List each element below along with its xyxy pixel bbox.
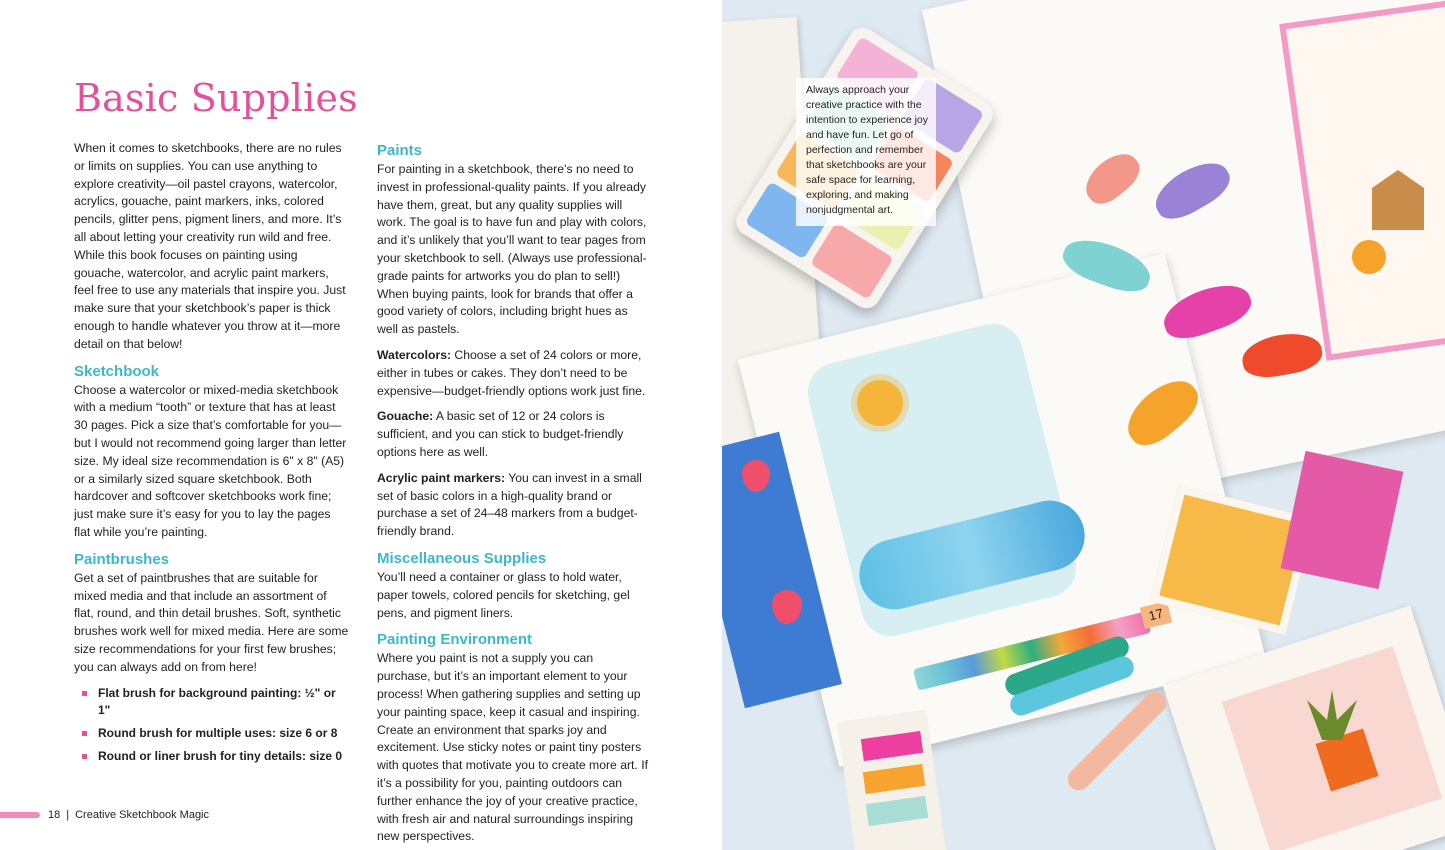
brush-list (74, 685, 349, 766)
environment-paragraph: Where you paint is not a supply you can purchase, but it’s an important element to your process! When gathering supplies and setting up your painting space, keep it casual and inspiring. Create an environment that sparks joy and excitement. Use sticky notes or paint tiny posters with quotes that motivate you to create more art. If it’s a possibility for you, painting outdoors can further enhance the joy of your creative practice, with fresh air and natural surroundings inspiring new perspectives. (377, 651, 648, 844)
misc-paragraph: You’ll need a container or glass to hold water, paper towels, colored pencils for sketching, gel pens, and pigment liners. (377, 569, 630, 620)
heading-misc-supplies: Miscellaneous Supplies (377, 549, 547, 567)
page-footer (0, 808, 209, 822)
heading-painting-environment: Painting Environment (377, 631, 533, 649)
paints-item-watercolors: Watercolors: Choose a set of 24 colors or more, either in tubes or cakes. They don’t need to be expensive—budget-friendly options work just fine. (377, 347, 646, 398)
magenta-card (1281, 451, 1404, 589)
page-number: 18 (48, 809, 61, 821)
footer-accent-bar (0, 812, 40, 818)
page-number-sticker: 17 (1140, 601, 1172, 629)
bullet-square-icon (82, 754, 87, 759)
intro-paragraph: When it comes to sketchbooks, there are no rules or limits on supplies. You can use anything to explore creativity—oil pastel crayons, watercolor, acrylics, gouache, paint markers, inks, colored pencils, glitter pens, pigment liners, and more. It’s all about letting your creativity run wild and free. While this book focuses on painting using gouache, watercolor, and acrylic paint markers, feel free to use any materials that inspire you. Just make sure that your sketchbook’s paper is thick enough to handle whatever you throw at it—more detail on that below! (74, 141, 346, 351)
flower-painting (1352, 240, 1386, 274)
list-item: Flat brush for background painting: ½" or 1" (82, 685, 349, 720)
sun-painting (857, 380, 903, 426)
paints-paragraph: For painting in a sketchbook, there’s no need to invest in professional-quality paints. If you already have them, great, but any quality supplies will work. The goal is to have fun and play with colors, and it’s unlikely that you’ll want to tear pages from your sketchbook to sell. (Always use professional-grade paints for artworks you do plan to sell!) When buying paints, look for brands that offer a good variety of colors, including bright hues as well as pastels. (377, 162, 647, 337)
bullet-square-icon (82, 731, 87, 736)
book-title: Creative Sketchbook Magic (75, 809, 210, 821)
paints-item-gouache: Gouache: A basic set of 12 or 24 colors is sufficient, and you can stick to budget-friendly options here as well. (377, 409, 624, 459)
page-title: Basic Supplies (74, 76, 358, 120)
list-item: Round or liner brush for tiny details: size 0 (82, 748, 349, 766)
column-right (377, 141, 649, 850)
column-left (74, 140, 349, 771)
list-item: Round brush for multiple uses: size 6 or 8 (82, 725, 349, 743)
sketchbook-paragraph: Choose a watercolor or mixed-media sketchbook with a medium “tooth” or texture that has at least 30 pages. Pick a size that’s comfortable for you—but I would not recommend going larger than letter size. My ideal size recommendation is 6" x 8" (A5) or a similarly sized square sketchbook. Both hardcover and softcover sketchbooks work fine; just make sure it’s easy for you to lay the pages flat while you’re painting. (74, 382, 347, 539)
paints-item-acrylic-markers: Acrylic paint markers: You can invest in a small set of basic colors in a high-quality brand or purchase a set of 24–48 markers from a budget-friendly brand. (377, 470, 642, 539)
bullet-square-icon (82, 691, 87, 696)
heading-paintbrushes: Paintbrushes (74, 550, 170, 568)
photo-page (722, 0, 1445, 850)
heading-sketchbook: Sketchbook (74, 362, 160, 380)
photo-caption: Always approach your creative practice with the intention to experience joy and have fun. Let go of perfection and remember that sketchbooks are your safe space for learning, exploring, and making nonjudgmental art. (796, 78, 936, 226)
footer-separator: | (66, 809, 70, 821)
left-page (0, 0, 722, 850)
paintbrushes-paragraph: Get a set of paintbrushes that are suitable for mixed media and that include an assortment of flat, round, and thin detail brushes. Soft, synthetic brushes work well for mixed media. Here are some size recommendations for your first few brushes; you can always add on from here! (74, 570, 349, 674)
heading-paints: Paints (377, 142, 423, 159)
